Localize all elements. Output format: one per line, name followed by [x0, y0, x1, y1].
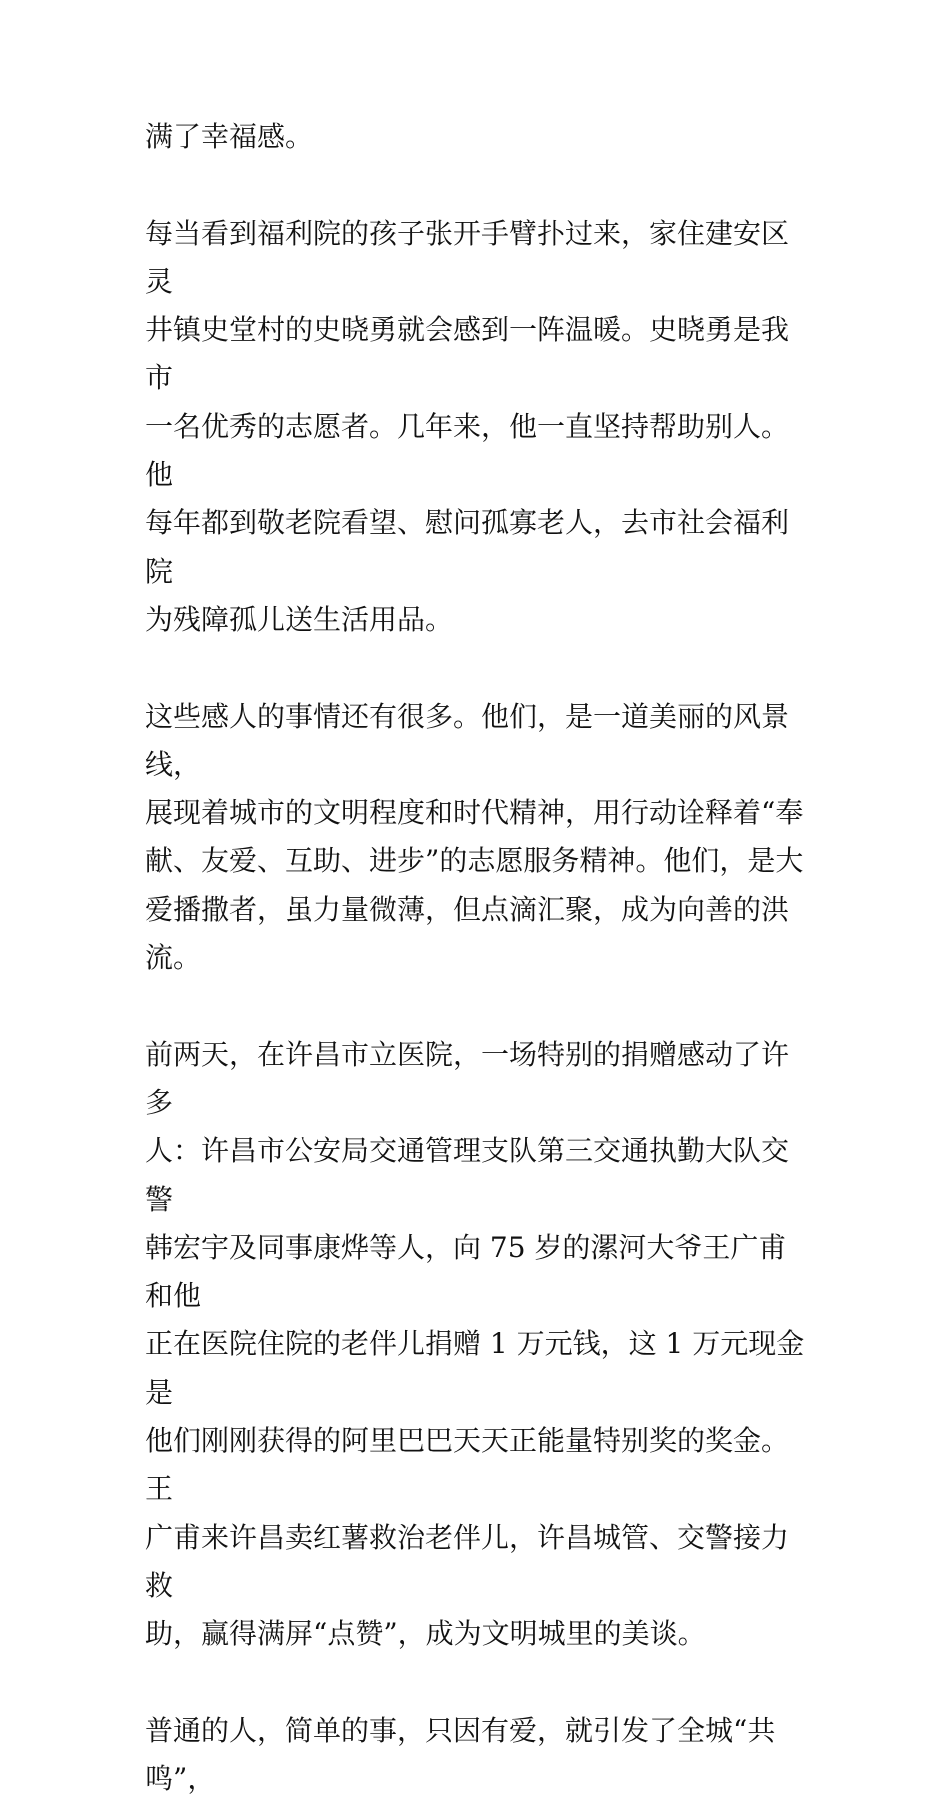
- paragraph-1: 满了幸福感。: [145, 120, 314, 153]
- paragraph-4: 前两天，在许昌市立医院，一场特别的捐赠感动了许多 人：许昌市公安局交通管理支队第三交通执勤大队交警 韩宏宇及同事康烨等人，向 75 岁的漯河大爷王广甫和他 正在医院住院的老伴儿捐赠 1 万元钱，这 1 万元现金是 他们刚刚获得的阿里巴巴天天正能量特别奖的奖金。王 广甫来许昌卖红薯救治老伴儿，许昌城管、交警接力救 助，赢得满屏“点赞”，成为文明城里的美谈。: [145, 1037, 805, 1651]
- paragraph-5: 普通的人，简单的事，只因有爱，就引发了全城“共鸣”，: [145, 1713, 776, 1796]
- paragraph-3: 这些感人的事情还有很多。他们，是一道美丽的风景线， 展现着城市的文明程度和时代精神，用行动诠释着“奉 献、友爱、互助、进步”的志愿服务精神。他们，是大 爱播撒者，虽力量微薄，但点滴汇聚，成为向善的洪流。: [145, 699, 804, 975]
- article-body: [145, 113, 810, 1803]
- paragraph-2: 每当看到福利院的孩子张开手臂扑过来，家住建安区灵 井镇史堂村的史晓勇就会感到一阵温暖。史晓勇是我市 一名优秀的志愿者。几年来，他一直坚持帮助别人。他 每年都到敬老院看望、慰问孤寡老人，去市社会福利院 为残障孤儿送生活用品。: [145, 216, 790, 636]
